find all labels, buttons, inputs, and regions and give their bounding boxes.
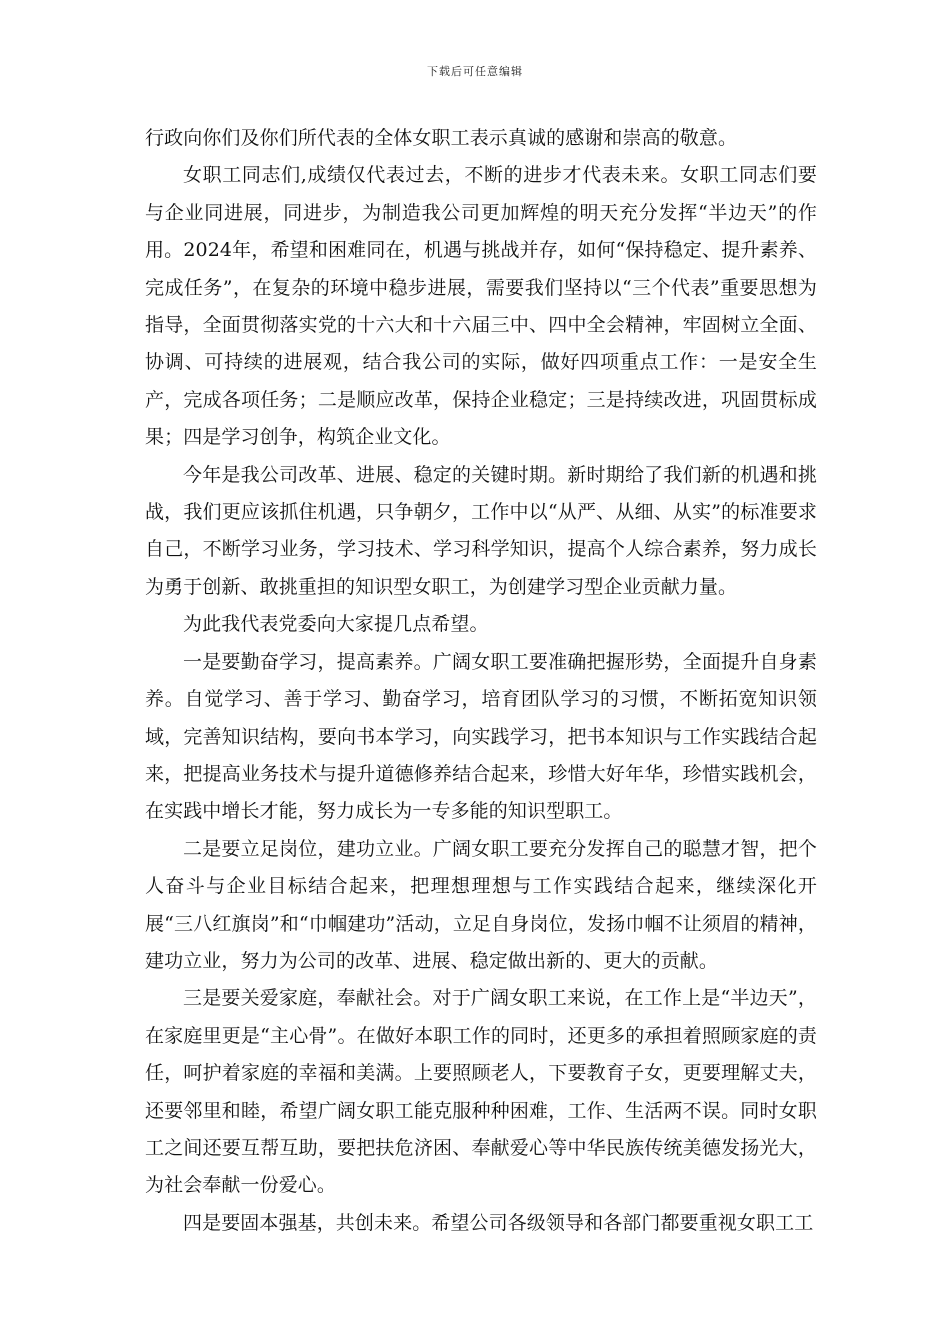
paragraph-1: 行政向你们及你们所代表的全体女职工表示真诚的感谢和崇高的敬意。: [145, 127, 738, 149]
paragraph-8: 四是要固本强基，共创未来。希望公司各级领导和各部门都要重视女职工工: [183, 1211, 814, 1234]
document-body: [145, 120, 817, 1242]
paragraph-2: 女职工同志们,成绩仅代表过去，不断的进步才代表未来。女职工同志们要与企业同进展，同进步，为制造我公司更加辉煌的明天充分发挥“半边天”的作用。2024年，希望和困难同在，机遇与挑战并存，如何“保持稳定、提升素养、完成任务”，在复杂的环境中稳步进展，需要我们坚持以“三个代表”重要思想为指导，全面贯彻落实党的十六大和十六届三中、四中全会精神，牢固树立全面、协调、可持续的进展观，结合我公司的实际，做好四项重点工作：一是安全生产，完成各项任务；二是顺应改革，保持企业稳定；三是持续改进，巩固贯标成果；四是学习创争，构筑企业文化。: [145, 164, 817, 449]
paragraph-3: 今年是我公司改革、进展、稳定的关键时期。新时期给了我们新的机遇和挑战，我们更应该抓住机遇，只争朝夕，工作中以“从严、从细、从实”的标准要求自己，不断学习业务，学习技术、学习科学知识，提高个人综合素养，努力成长为勇于创新、敢挑重担的知识型女职工，为创建学习型企业贡献力量。: [145, 463, 817, 598]
page-header: 下载后可任意编辑: [427, 65, 523, 78]
paragraph-6: 二是要立足岗位，建功立业。广阔女职工要充分发挥自己的聪慧才智，把个人奋斗与企业目标结合起来，把理想理想与工作实践结合起来，继续深化开展“三八红旗岗”和“巾帼建功”活动，立足自身岗位，发扬巾帼不让须眉的精神，建功立业，努力为公司的改革、进展、稳定做出新的、更大的贡献。: [145, 837, 817, 972]
paragraph-5: 一是要勤奋学习，提高素养。广阔女职工要准确把握形势，全面提升自身素养。自觉学习、善于学习、勤奋学习，培育团队学习的习惯，不断拓宽知识领域，完善知识结构，要向书本学习，向实践学习，把书本知识与工作实践结合起来，把提高业务技术与提升道德修养结合起来，珍惜大好年华，珍惜实践机会，在实践中增长才能，努力成长为一专多能的知识型职工。: [145, 650, 817, 823]
paragraph-7: 三是要关爱家庭，奉献社会。对于广阔女职工来说，在工作上是“半边天”，在家庭里更是“主心骨”。在做好本职工作的同时，还更多的承担着照顾家庭的责任，呵护着家庭的幸福和美满。上要照顾老人，下要教育子女，更要理解丈夫，还要邻里和睦，希望广阔女职工能克服种种困难，工作、生活两不误。同时女职工之间还要互帮互助，要把扶危济困、奉献爱心等中华民族传统美德发扬光大，为社会奉献一份爱心。: [145, 987, 817, 1197]
paragraph-4: 为此我代表党委向大家提几点希望。: [183, 613, 489, 636]
